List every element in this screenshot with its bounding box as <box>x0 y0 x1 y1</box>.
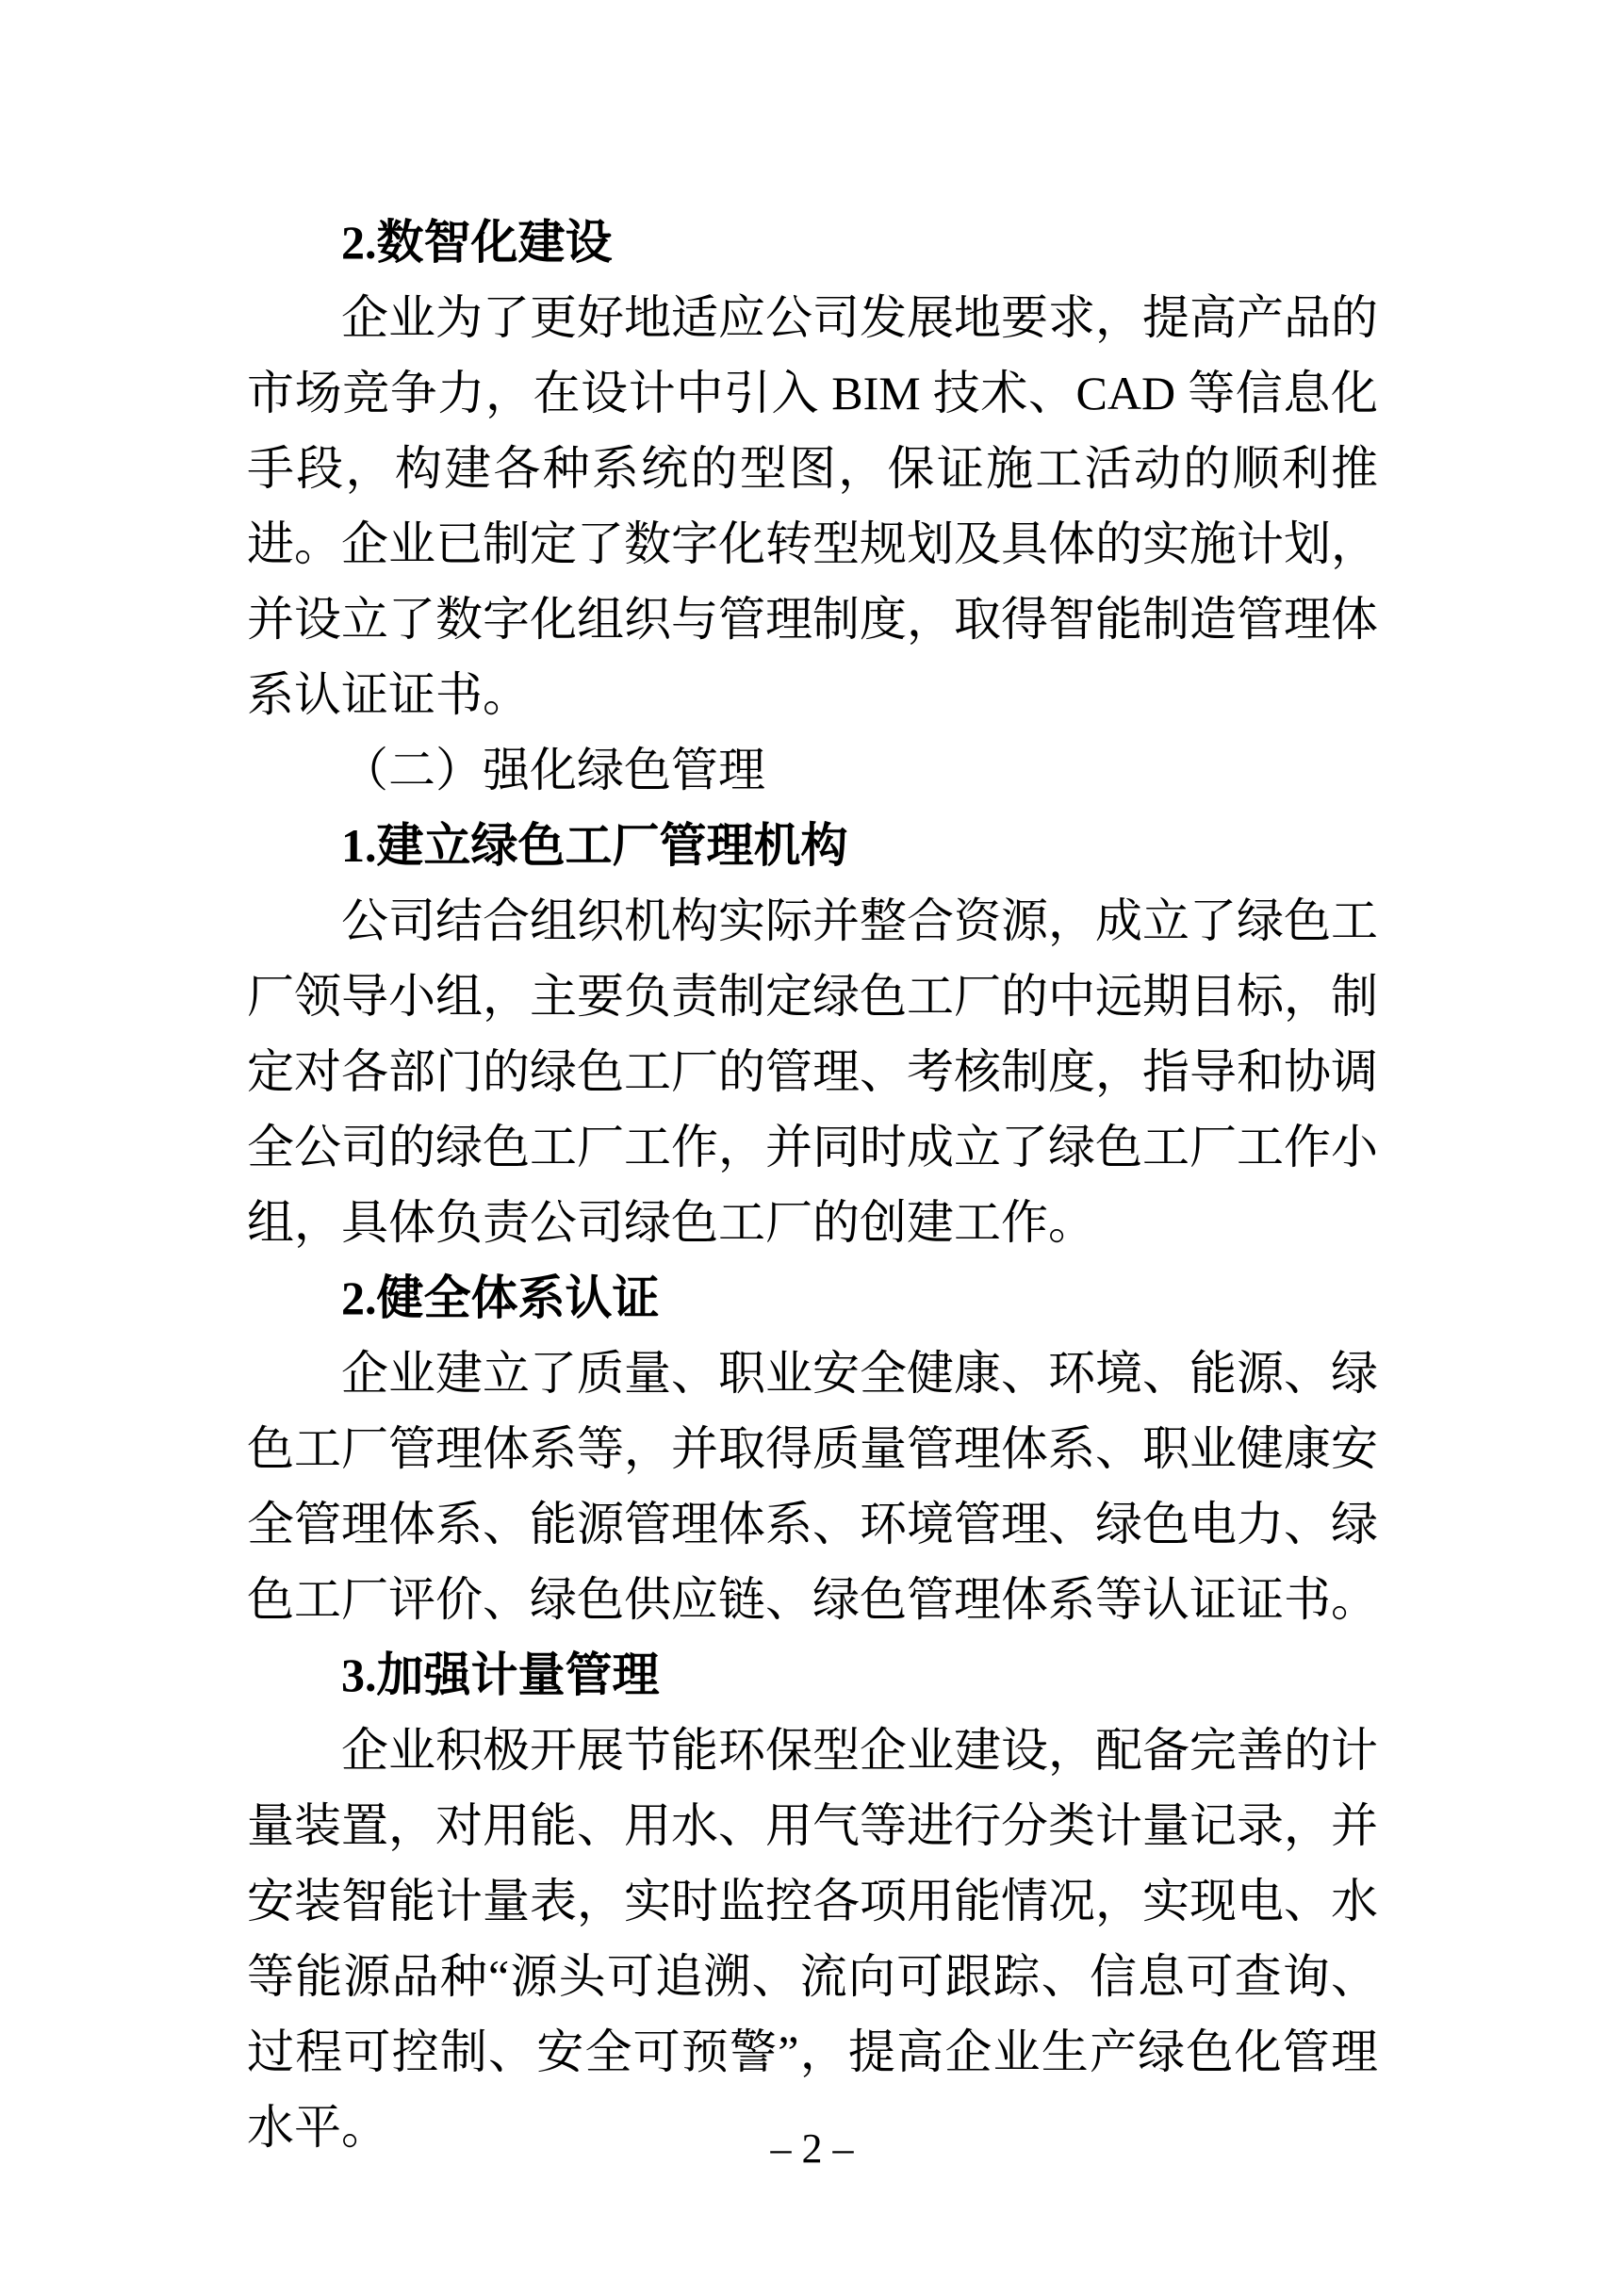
paragraph-metering-management: 企业积极开展节能环保型企业建设，配备完善的计量装置，对用能、用水、用气等进行分类计量记录，并安装智能计量表，实时监控各项用能情况，实现电、水等能源品种“源头可追溯、流向可跟踪、信息可查询、过程可控制、安全可预警”，提高企业生产绿色化管理水平。 <box>247 1724 1378 2154</box>
heading-establish-green-factory-management-org: 1.建立绿色工厂管理机构 <box>341 819 848 872</box>
paragraph-green-factory-management-org: 公司结合组织机构实际并整合资源，成立了绿色工厂领导小组，主要负责制定绿色工厂的中远期目标，制定对各部门的绿色工厂的管理、考核制度，指导和协调全公司的绿色工厂工作，并同时成立了绿色工厂工作小组，具体负责公司绿色工厂的创建工作。 <box>247 894 1378 1249</box>
heading-strengthen-green-management: （二）强化绿色管理 <box>341 744 765 796</box>
heading-strengthen-metering-management: 3.加强计量管理 <box>341 1648 660 1701</box>
heading-digital-intelligence-construction: 2.数智化建设 <box>341 216 613 269</box>
document-content <box>247 205 1378 2165</box>
paragraph-digital-intelligence-construction: 企业为了更好地适应公司发展地要求，提高产品的市场竞争力，在设计中引入 BIM 技术、CAD 等信息化手段，构建各种系统的型图，保证施工活动的顺利推进。企业已制定了数字化转型规划及具体的实施计划，并设立了数字化组织与管理制度，取得智能制造管理体系认证证书。 <box>247 291 1378 721</box>
paragraph-system-certification: 企业建立了质量、职业安全健康、环境、能源、绿色工厂管理体系等，并取得质量管理体系、职业健康安全管理体系、能源管理体系、环境管理、绿色电力、绿色工厂评价、绿色供应链、绿色管理体系等认证证书。 <box>247 1347 1378 1626</box>
page-number: – 2 – <box>770 2125 854 2172</box>
heading-improve-system-certification: 2.健全体系认证 <box>341 1271 660 1324</box>
